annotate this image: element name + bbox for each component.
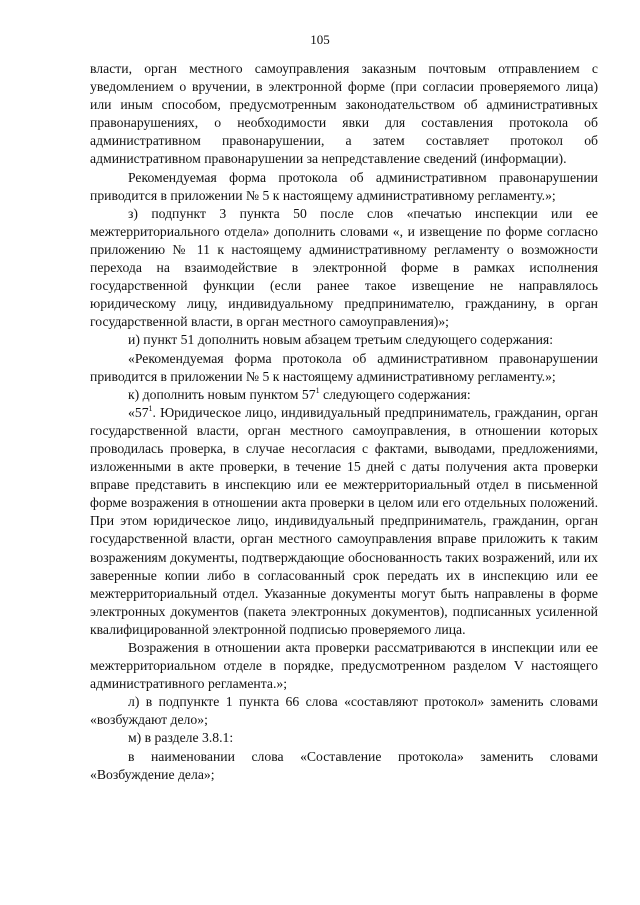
paragraph-subitem-l: л) в подпункте 1 пункта 66 слова «составляют протокол» заменить словами «возбуждают дело»;	[90, 694, 598, 728]
paragraph-subitem-k	[90, 386, 598, 404]
item-number: «57	[128, 404, 149, 420]
paragraph-objections: Возражения в отношении акта проверки рассматриваются в инспекции или ее межтерриториальном отделе в порядке, предусмотренном разделом V настоящего административного регламента.»;	[90, 640, 598, 692]
paragraph-subitem-k-text: к) дополнить новым пунктом 57	[128, 386, 316, 402]
paragraph-continuation: власти, орган местного самоуправления заказным почтовым отправлением с уведомлением о вручении, в электронной форме (при согласии проверяемого лица) или иным способом, предусмотренным законодательством об административных правонарушениях, о необходимости явки для составления протокола об административном правонарушении, а затем составляет протокол об административном правонарушении за непредставление сведений (информации).	[90, 61, 598, 167]
paragraph-subitem-z: з) подпункт 3 пункта 50 после слов «печатью инспекции или ее межтерриториального отдела» дополнить словами «, и извещение по форме согласно приложению № 11 к настоящему административному регламенту о возможности перехода на взаимодействие в электронной форме в рамках исполнения государственной функции (если ранее такое извещение не направлялось юридическому лицу, индивидуальному предпринимателю, гражданину, в орган государственной власти, в орган местного самоуправления)»;	[90, 205, 598, 330]
paragraph-protocol-form-note: Рекомендуемая форма протокола об административном правонарушении приводится в приложении № 5 к настоящему административному регламенту.»;	[90, 169, 598, 203]
paragraph-subitem-i: и) пункт 51 дополнить новым абзацем третьим следующего содержания:	[128, 332, 553, 348]
item-57-1-text: . Юридическое лицо, индивидуальный предприниматель, гражданин, орган государственной власти, орган местного самоуправления, в отношении которых проводилась проверка, в случае несогласия с фактами, выводами, предложениями, изложенными в акте проверки, в течение 15 дней с даты получения акта проверки вправе представить в инспекцию или ее межтерриториальный отдел в письменной форме возражения в отношении акта проверки в целом или его отдельных положений. При этом юридическое лицо, индивидуальный предприниматель, гражданин, орган государственной власти, орган местного самоуправления вправе приложить к таким возражениям документы, подтверждающие обоснованность таких возражений, или их заверенные копии либо в согласованный срок передать их в инспекцию или ее межтерриториальный отдел. Указанные документы могут быть направлены в форме электронных документов (пакета электронных документов), подписанных усиленной квалифицированной электронной подписью проверяемого лица.	[90, 404, 598, 637]
superscript: 1	[315, 385, 320, 395]
paragraph-item-57-1	[90, 404, 598, 639]
page-number: 105	[310, 32, 330, 47]
superscript: 1	[148, 403, 153, 413]
paragraph-subitem-m: м) в разделе 3.8.1:	[128, 730, 234, 746]
paragraph-protocol-form-quote: «Рекомендуемая форма протокола об административном правонарушении приводится в приложении № 5 к настоящему административному регламенту.»;	[90, 350, 598, 384]
document-body	[90, 60, 598, 784]
paragraph-title-change: в наименовании слова «Составление протокола» заменить словами «Возбуждение дела»;	[90, 748, 598, 782]
paragraph-subitem-k-tail: следующего содержания:	[319, 386, 471, 402]
